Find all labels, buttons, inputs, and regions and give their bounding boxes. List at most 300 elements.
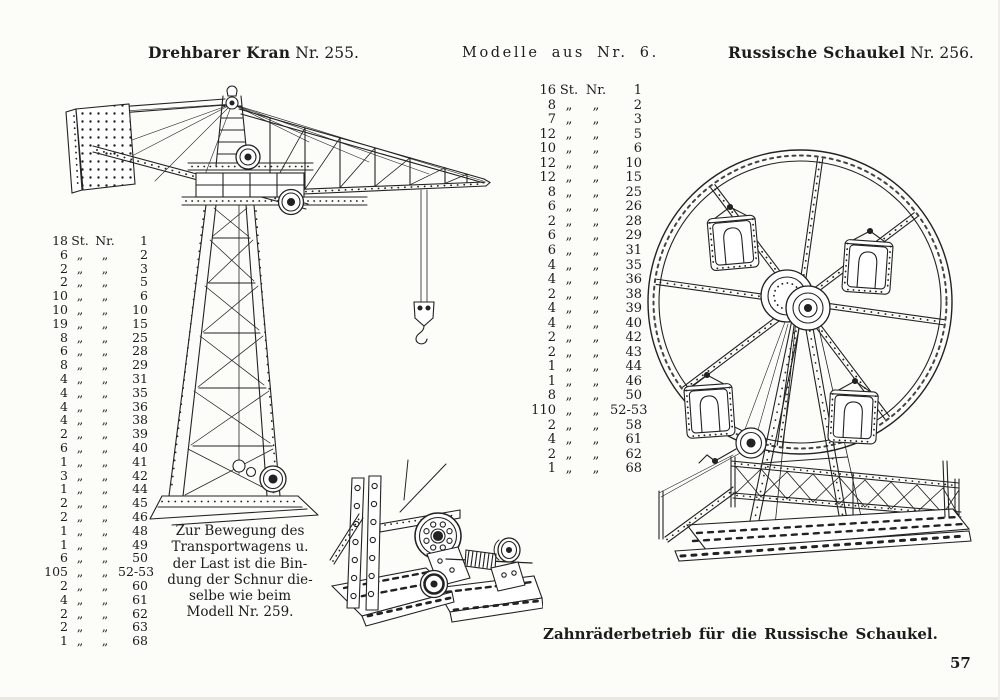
st-cell: „ — [76, 260, 84, 276]
st-cell: St. — [71, 233, 89, 248]
st-cell: „ — [76, 301, 84, 317]
nr-label-cell: Nr. — [585, 83, 607, 98]
crane-base — [150, 466, 318, 525]
st-cell: „ — [76, 343, 84, 359]
parts-row — [26, 607, 148, 621]
part-number-cell: 63 — [132, 619, 148, 635]
mast — [216, 86, 248, 166]
title-ferris-bold: Russische Schaukel — [728, 43, 906, 62]
qty-cell: 4 — [60, 412, 68, 428]
nr-label-cell: „ — [101, 495, 109, 511]
nr-label-cell: „ — [101, 357, 109, 373]
nr-label-cell: „ — [101, 481, 109, 497]
qty-cell: 10 — [539, 141, 556, 157]
base-platform — [659, 447, 971, 561]
st-cell: „ — [76, 384, 84, 400]
parts-row — [26, 593, 148, 607]
counterweight-plate — [66, 104, 135, 193]
qty-cell: 2 — [547, 213, 556, 229]
nr-label-cell: „ — [101, 246, 109, 262]
parts-row — [26, 524, 148, 538]
st-cell: „ — [76, 564, 84, 580]
part-number-cell: 5 — [140, 274, 148, 290]
note-line: dung der Schnur die- — [167, 571, 313, 588]
part-number-cell: 10 — [132, 301, 148, 317]
nr-label-cell: „ — [592, 213, 600, 229]
nr-label-cell: „ — [592, 344, 600, 360]
parts-row — [26, 289, 148, 303]
part-number-cell: 28 — [625, 213, 642, 229]
part-number-cell: 61 — [625, 432, 642, 448]
qty-cell: 2 — [60, 619, 68, 635]
part-number-cell: 40 — [132, 439, 148, 455]
crane-cab — [182, 145, 367, 215]
nr-label-cell: „ — [101, 522, 109, 538]
part-number-cell: 10 — [625, 155, 642, 171]
part-number-cell: 3 — [140, 260, 148, 276]
crane-hook — [414, 190, 434, 344]
part-number-cell: 48 — [132, 522, 148, 538]
qty-cell: 8 — [60, 329, 68, 345]
qty-cell: 2 — [547, 330, 556, 346]
st-cell: „ — [565, 170, 573, 186]
parts-row — [26, 455, 148, 469]
st-cell: „ — [565, 112, 573, 128]
st-cell: „ — [76, 508, 84, 524]
right-pulley — [491, 538, 525, 591]
parts-row — [26, 386, 148, 400]
st-cell: „ — [76, 481, 84, 497]
parts-list-ferris — [520, 83, 648, 477]
st-cell: „ — [565, 344, 573, 360]
nr-label-cell: „ — [592, 184, 600, 200]
st-cell: „ — [76, 412, 84, 428]
part-number-cell: 46 — [625, 373, 642, 389]
caption-gear-drive: Zahnräderbetrieb für die Russische Schaukel. — [543, 625, 938, 643]
parts-row — [26, 413, 148, 427]
title-ferris — [728, 43, 974, 62]
st-cell: „ — [76, 439, 84, 455]
note-line: Transportwagens u. — [171, 539, 309, 556]
st-cell: „ — [76, 591, 84, 607]
parts-row — [520, 360, 642, 375]
title-crane — [148, 43, 359, 62]
tower — [169, 205, 280, 496]
parts-row — [26, 482, 148, 496]
st-cell: „ — [565, 330, 573, 346]
qty-cell: 2 — [547, 344, 556, 360]
part-number-cell: 68 — [132, 633, 148, 649]
parts-row — [26, 358, 148, 372]
qty-cell: 1 — [60, 522, 68, 538]
part-number-cell: 25 — [625, 184, 642, 200]
nr-label-cell: „ — [101, 315, 109, 331]
st-cell: „ — [565, 359, 573, 375]
parts-row — [520, 244, 642, 259]
nr-label-cell: „ — [592, 359, 600, 375]
parts-row — [520, 229, 642, 244]
qty-cell: 2 — [60, 605, 68, 621]
qty-cell: 2 — [60, 577, 68, 593]
st-cell: „ — [565, 301, 573, 317]
parts-row — [26, 317, 148, 331]
parts-row — [520, 259, 642, 274]
qty-cell: 4 — [60, 398, 68, 414]
parts-row — [520, 346, 642, 361]
part-number-cell: 35 — [625, 257, 642, 273]
nr-label-cell: „ — [592, 243, 600, 259]
crank-drive — [699, 428, 766, 464]
parts-row — [26, 344, 148, 358]
st-cell: „ — [76, 315, 84, 331]
base-plates — [332, 568, 543, 626]
nr-label-cell: „ — [101, 412, 109, 428]
nr-label-cell: „ — [101, 274, 109, 290]
qty-cell: 7 — [547, 112, 556, 128]
note-line: Zur Bewegung des — [175, 523, 305, 539]
note-text — [162, 523, 318, 621]
parts-row — [520, 375, 642, 390]
parts-row — [26, 262, 148, 276]
st-cell: „ — [76, 246, 84, 262]
parts-row — [520, 215, 642, 230]
parts-row — [26, 275, 148, 289]
parts-row — [26, 551, 148, 565]
part-number-cell: 62 — [625, 446, 642, 462]
parts-row — [26, 427, 148, 441]
part-number-cell: 49 — [132, 536, 148, 552]
st-cell: „ — [76, 426, 84, 442]
nr-label-cell: „ — [592, 373, 600, 389]
qty-cell: 1 — [547, 359, 556, 375]
gondolas — [683, 202, 894, 444]
st-cell: „ — [76, 619, 84, 635]
st-cell: „ — [565, 213, 573, 229]
nr-label-cell: „ — [101, 398, 109, 414]
large-pulley — [415, 513, 461, 559]
parts-row — [26, 634, 148, 648]
nr-label-cell: „ — [592, 170, 600, 186]
parts-row — [520, 113, 642, 128]
parts-row — [520, 273, 642, 288]
st-cell: „ — [76, 495, 84, 511]
part-number-cell: 15 — [625, 170, 642, 186]
title-ferris-number: Nr. 256. — [905, 44, 974, 62]
nr-label-cell: „ — [101, 536, 109, 552]
parts-row — [520, 433, 642, 448]
st-cell: „ — [76, 453, 84, 469]
nr-label-cell: „ — [101, 288, 109, 304]
nr-label-cell: „ — [592, 417, 600, 433]
qty-cell: 6 — [60, 550, 68, 566]
nr-label-cell: „ — [592, 286, 600, 302]
nr-label-cell: „ — [592, 126, 600, 142]
qty-cell: 12 — [539, 155, 556, 171]
qty-cell: 4 — [60, 370, 68, 386]
qty-cell: 16 — [539, 83, 556, 98]
nr-label-cell: „ — [101, 384, 109, 400]
qty-cell: 2 — [60, 508, 68, 524]
part-number-cell: 38 — [625, 286, 642, 302]
part-number-cell: 28 — [132, 343, 148, 359]
part-number-cell: 38 — [132, 412, 148, 428]
nr-label-cell: „ — [101, 633, 109, 649]
st-cell: „ — [76, 605, 84, 621]
worm-gear — [446, 550, 532, 570]
part-number-cell: 44 — [132, 481, 148, 497]
st-cell: „ — [565, 141, 573, 157]
parts-row — [520, 419, 642, 434]
st-cell: „ — [76, 522, 84, 538]
parts-row — [520, 99, 642, 114]
part-number-cell: 3 — [633, 112, 642, 128]
st-cell: „ — [565, 417, 573, 433]
part-number-cell: 43 — [625, 344, 642, 360]
qty-cell: 6 — [60, 343, 68, 359]
nr-label-cell: Nr. — [95, 233, 115, 248]
qty-cell: 4 — [547, 257, 556, 273]
st-cell: „ — [565, 373, 573, 389]
qty-cell: 1 — [60, 481, 68, 497]
nr-label-cell: „ — [101, 370, 109, 386]
st-cell: „ — [76, 398, 84, 414]
part-number-cell: 29 — [625, 228, 642, 244]
nr-label-cell: „ — [592, 461, 600, 477]
title-crane-bold: Drehbarer Kran — [148, 43, 291, 62]
parts-row — [26, 400, 148, 414]
nr-label-cell: „ — [101, 329, 109, 345]
nr-label-cell: „ — [101, 605, 109, 621]
qty-cell: 110 — [531, 403, 556, 419]
qty-cell: 12 — [539, 170, 556, 186]
parts-row — [520, 389, 642, 404]
qty-cell: 105 — [44, 564, 68, 580]
qty-cell: 4 — [547, 272, 556, 288]
parts-row — [520, 403, 648, 419]
st-cell: „ — [76, 370, 84, 386]
qty-cell: 1 — [547, 373, 556, 389]
ferris-wheel-illustration — [635, 125, 980, 595]
part-number-cell: 5 — [633, 126, 642, 142]
parts-row — [520, 200, 642, 215]
note-line: selbe wie beim — [188, 588, 292, 605]
support-legs — [744, 310, 867, 549]
nr-label-cell: „ — [592, 388, 600, 404]
part-number-cell: 68 — [625, 461, 642, 477]
title-center: Modelle aus Nr. 6. — [462, 45, 659, 61]
part-number-cell: 26 — [625, 199, 642, 215]
nr-label-cell: „ — [101, 453, 109, 469]
st-cell: „ — [565, 257, 573, 273]
part-number-cell: 15 — [132, 315, 148, 331]
st-cell: „ — [76, 536, 84, 552]
nr-label-cell: „ — [101, 467, 109, 483]
parts-row — [520, 142, 642, 157]
part-number-cell: 29 — [132, 357, 148, 373]
part-number-cell: 58 — [625, 417, 642, 433]
nr-label-cell: „ — [101, 343, 109, 359]
parts-row — [520, 186, 642, 201]
part-number-cell: 50 — [132, 550, 148, 566]
qty-cell: 2 — [547, 417, 556, 433]
parts-row — [520, 331, 642, 346]
part-number-cell: 39 — [625, 301, 642, 317]
st-cell: „ — [565, 243, 573, 259]
part-number-cell: 50 — [625, 388, 642, 404]
nr-label-cell: „ — [592, 432, 600, 448]
braces-rods — [330, 460, 460, 564]
qty-cell: 1 — [60, 536, 68, 552]
part-number-cell: 52-53 — [610, 403, 648, 419]
qty-cell: 1 — [60, 453, 68, 469]
wheel-rim — [648, 150, 952, 454]
qty-cell: 19 — [52, 315, 68, 331]
st-cell: „ — [76, 550, 84, 566]
qty-cell: 2 — [60, 260, 68, 276]
part-number-cell: 40 — [625, 315, 642, 331]
part-number-cell: 36 — [132, 398, 148, 414]
qty-cell: 3 — [60, 467, 68, 483]
qty-cell: 6 — [547, 199, 556, 215]
st-cell: „ — [565, 228, 573, 244]
parts-row — [26, 248, 148, 262]
part-number-cell: 60 — [132, 577, 148, 593]
parts-row — [520, 157, 642, 172]
qty-cell: 2 — [60, 495, 68, 511]
parts-row — [520, 317, 642, 332]
qty-cell: 6 — [547, 243, 556, 259]
part-number-cell: 52-53 — [118, 564, 155, 580]
part-number-cell: 1 — [633, 83, 642, 98]
qty-cell: 2 — [547, 286, 556, 302]
nr-label-cell: „ — [101, 577, 109, 593]
parts-row — [26, 469, 148, 483]
st-cell: „ — [565, 403, 573, 419]
st-cell: „ — [565, 461, 573, 477]
nr-label-cell: „ — [592, 199, 600, 215]
st-cell: „ — [76, 467, 84, 483]
part-number-cell: 45 — [132, 495, 148, 511]
nr-label-cell: „ — [592, 330, 600, 346]
part-number-cell: 39 — [132, 426, 148, 442]
part-number-cell: 41 — [132, 453, 148, 469]
qty-cell: 8 — [547, 388, 556, 404]
part-number-cell: 35 — [132, 384, 148, 400]
st-cell: „ — [76, 357, 84, 373]
title-crane-number: Nr. 255. — [290, 44, 359, 62]
parts-row — [520, 128, 642, 143]
part-number-cell: 42 — [625, 330, 642, 346]
qty-cell: 4 — [547, 301, 556, 317]
qty-cell: 8 — [547, 97, 556, 113]
qty-cell: 18 — [52, 233, 68, 248]
qty-cell: 10 — [52, 301, 68, 317]
qty-cell: 8 — [547, 184, 556, 200]
nr-label-cell: „ — [592, 301, 600, 317]
part-number-cell: 6 — [140, 288, 148, 304]
nr-label-cell: „ — [592, 257, 600, 273]
nr-label-cell: „ — [592, 403, 600, 419]
st-cell: „ — [565, 446, 573, 462]
part-number-cell: 62 — [132, 605, 148, 621]
part-number-cell: 46 — [132, 508, 148, 524]
wheel-spokes — [656, 158, 944, 446]
qty-cell: 4 — [60, 591, 68, 607]
st-cell: St. — [559, 83, 579, 98]
parts-row — [26, 234, 148, 248]
nr-label-cell: „ — [592, 141, 600, 157]
qty-cell: 1 — [60, 633, 68, 649]
nr-label-cell: „ — [592, 228, 600, 244]
qty-cell: 1 — [547, 461, 556, 477]
part-number-cell: 31 — [132, 370, 148, 386]
parts-row — [26, 564, 155, 580]
part-number-cell: 61 — [132, 591, 148, 607]
st-cell: „ — [565, 199, 573, 215]
nr-label-cell: „ — [101, 301, 109, 317]
qty-cell: 2 — [60, 426, 68, 442]
st-cell: „ — [565, 272, 573, 288]
parts-row — [26, 372, 148, 386]
nr-label-cell: „ — [592, 315, 600, 331]
part-number-cell: 25 — [132, 329, 148, 345]
qty-cell: 4 — [60, 384, 68, 400]
nr-label-cell: „ — [101, 426, 109, 442]
st-cell: „ — [565, 286, 573, 302]
part-number-cell: 2 — [633, 97, 642, 113]
parts-row — [26, 441, 148, 455]
parts-row — [26, 331, 148, 345]
nr-label-cell: „ — [101, 260, 109, 276]
st-cell: „ — [565, 126, 573, 142]
qty-cell: 4 — [547, 315, 556, 331]
nr-label-cell: „ — [592, 155, 600, 171]
qty-cell: 2 — [547, 446, 556, 462]
nr-label-cell: „ — [592, 446, 600, 462]
parts-row — [520, 288, 642, 303]
parts-row — [520, 171, 642, 186]
guy-wires — [79, 104, 483, 185]
st-cell: „ — [565, 97, 573, 113]
st-cell: „ — [76, 288, 84, 304]
parts-list-crane — [26, 233, 155, 649]
parts-row — [26, 579, 148, 593]
nr-label-cell: „ — [101, 564, 109, 580]
qty-cell: 4 — [547, 432, 556, 448]
parts-row — [520, 462, 642, 477]
parts-row — [26, 303, 148, 317]
part-number-cell: 44 — [625, 359, 642, 375]
qty-cell: 6 — [60, 246, 68, 262]
part-number-cell: 2 — [140, 246, 148, 262]
st-cell: „ — [76, 577, 84, 593]
nr-label-cell: „ — [101, 619, 109, 635]
part-number-cell: 31 — [625, 243, 642, 259]
part-number-cell: 36 — [625, 272, 642, 288]
wheel-hub — [761, 270, 830, 330]
nr-label-cell: „ — [101, 439, 109, 455]
page-number: 57 — [950, 654, 971, 672]
bracket-small-pulley — [421, 547, 471, 598]
qty-cell: 10 — [52, 288, 68, 304]
nr-label-cell: „ — [101, 591, 109, 607]
parts-row — [520, 448, 642, 463]
jib — [234, 109, 490, 197]
st-cell: „ — [76, 329, 84, 345]
st-cell: „ — [565, 432, 573, 448]
st-cell: „ — [76, 274, 84, 290]
st-cell: „ — [565, 155, 573, 171]
